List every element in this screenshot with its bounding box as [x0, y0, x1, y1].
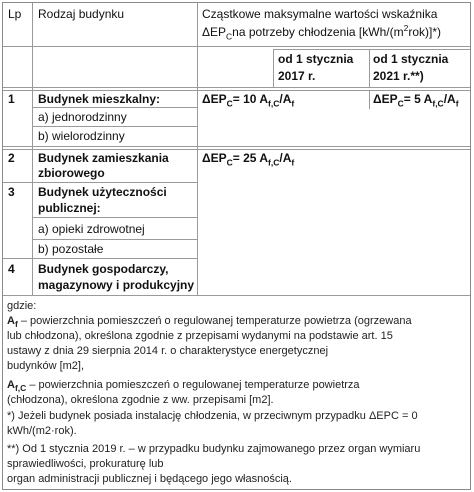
header-2017-line2: 2017 r.: [278, 69, 316, 83]
row1-value-2021: $\Delta EP_C= 5$ $A_{f,C}/A_f$: [373, 92, 459, 109]
row3-name-line2: publicznej:: [38, 201, 101, 215]
row-divider: [33, 239, 197, 240]
notes-star1-line2: kWh/(m2·rok).: [7, 425, 77, 437]
notes-afc-line1: $A_{f,C}$ – powierzchnia pomieszczeń o regulowanej temperaturze powietrza: [7, 379, 360, 394]
row4-name-line1: Budynek gospodarczy,: [38, 262, 169, 276]
row-divider: [3, 146, 470, 147]
row1-lp: 1: [8, 92, 15, 106]
header-values-line2: $\Delta EP_Cna$ potrzeby chłodzenia $[kWh/(m^2rok)]*$): [202, 23, 441, 42]
notes-star2-line2: sprawiedliwości, prokuraturę lub: [7, 458, 164, 470]
row-divider: [273, 49, 470, 50]
notes-af-line1: $A_f$ – powierzchnia pomieszczeń o regulowanej temperaturze powietrza (ogrzewana: [7, 315, 412, 330]
row3-sub-b: b) pozostałe: [38, 242, 104, 256]
header-2021-line2: 2021 r.**): [373, 69, 424, 83]
row3-sub-a: a) opieki zdrowotnej: [38, 222, 145, 236]
row1-sub-a: a) jednorodzinny: [38, 110, 127, 124]
row-divider: [3, 295, 470, 296]
notes-af-line2: lub chłodzona), określona zgodnie z przepisami wydanymi na podstawie art. 15: [7, 330, 393, 342]
notes-star2-line1: **) Od 1 stycznia 2019 r. – w przypadku budynku zajmowanego przez organ wymiaru: [7, 443, 421, 455]
column-divider: [273, 49, 274, 87]
row2-value: $\Delta EP_C= 25$ $A_{f,C}/A_f$: [202, 151, 295, 168]
row3-name-line1: Budynek użyteczności: [38, 185, 167, 199]
row-divider: [3, 46, 470, 47]
header-values-line1: Cząstkowe maksymalne wartości wskaźnika: [202, 7, 438, 21]
row1-name: Budynek mieszkalny:: [38, 92, 161, 106]
row2-lp: 2: [8, 151, 15, 165]
row-divider: [33, 217, 197, 218]
row-divider: [3, 87, 470, 88]
header-2021-line1: od 1 stycznia: [373, 52, 449, 66]
header-lp: Lp: [8, 7, 22, 21]
row3-lp: 3: [8, 185, 15, 199]
notes-afc-line2: (chłodzona), określona zgodnie z ww. przepisami [m2].: [7, 394, 274, 406]
row1-value-2017: $\Delta EP_C= 10$ $A_{f,C}/A_f$: [202, 92, 295, 109]
column-divider: [32, 3, 33, 295]
notes-af-line3: ustawy z dnia 29 sierpnia 2014 r. o charakterystyce energetycznej: [7, 345, 329, 357]
notes-star2-line3: organ administracji publicznej i będącego jego własnością.: [7, 473, 292, 485]
notes-star1-line1: *) Jeżeli budynek posiada instalację chłodzenia, w przeciwnym przypadku ΔEPC = 0: [7, 410, 418, 422]
column-divider: [197, 3, 198, 295]
header-2017-line1: od 1 stycznia: [278, 52, 354, 66]
notes-gdzie: gdzie:: [7, 300, 37, 312]
header-building-type: Rodzaj budynku: [38, 7, 125, 21]
row1-sub-b: b) wielorodzinny: [38, 129, 125, 143]
row-divider: [33, 126, 197, 127]
column-divider: [369, 90, 370, 109]
column-divider: [369, 49, 370, 87]
row2-name-line2: zbiorowego: [38, 166, 105, 180]
row4-lp: 4: [8, 262, 15, 276]
row4-name-line2: magazynowy i produkcyjny: [38, 278, 195, 292]
notes-af-line4: budynków [m2],: [7, 360, 85, 372]
row2-name-line1: Budynek zamieszkania: [38, 151, 169, 165]
regulation-document: [2, 2, 471, 490]
